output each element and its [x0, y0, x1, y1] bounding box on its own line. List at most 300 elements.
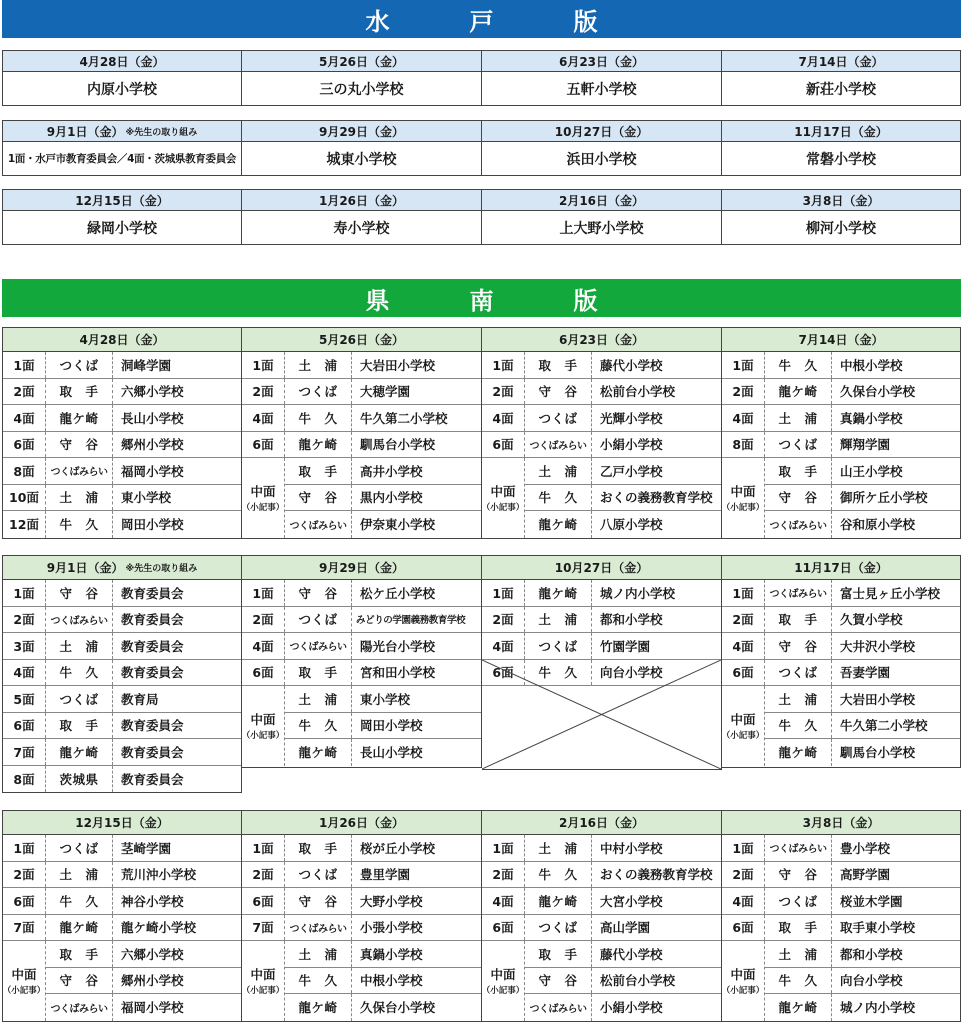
kennan-row — [482, 633, 721, 660]
middle-page-section — [3, 941, 241, 1021]
kennan-date-text: 11月17日（金） — [794, 561, 888, 575]
kennan-row — [242, 915, 481, 942]
area-name: 龍ケ崎 — [285, 739, 352, 766]
area-name: 龍ケ崎 — [285, 432, 352, 458]
area-name: 取 手 — [285, 458, 352, 484]
kennan-group — [2, 810, 961, 1022]
kennan-row — [482, 580, 721, 607]
area-name: 守 谷 — [46, 580, 113, 606]
school-name: 教育委員会 — [121, 718, 184, 734]
kennan-group — [2, 555, 961, 793]
mito-cell — [2, 189, 242, 245]
area-name: つくばみらい — [285, 511, 352, 538]
page-number: 6面 — [3, 888, 46, 914]
page-number: 7面 — [3, 739, 46, 765]
area-name: 龍ケ崎 — [765, 379, 832, 405]
page-number: 2面 — [722, 607, 765, 633]
kennan-row — [722, 607, 960, 634]
kennan-cell — [242, 327, 482, 539]
school-name: 六郷小学校 — [121, 384, 184, 400]
mito-row — [2, 120, 961, 176]
kennan-group — [2, 327, 961, 539]
mito-school: 寿小学校 — [333, 220, 390, 237]
mito-edition-title: 水 戸 版 — [365, 7, 626, 36]
school-name: 福岡小学校 — [121, 1000, 184, 1016]
page-number: 10面 — [3, 485, 46, 511]
area-name: 土 浦 — [525, 607, 592, 633]
school-name: 松ケ丘小学校 — [360, 585, 436, 601]
area-name: 取 手 — [46, 713, 113, 739]
area-name: つくばみらい — [285, 915, 352, 941]
mito-row — [2, 189, 961, 245]
kennan-row — [722, 660, 960, 687]
middle-page-label — [242, 941, 285, 1021]
middle-page-title: 中面 — [730, 712, 756, 728]
kennan-date-text: 9月29日（金） — [318, 561, 405, 575]
school-name: 光輝小学校 — [600, 410, 663, 426]
school-name: 大宮小学校 — [600, 893, 663, 909]
kennan-cell — [482, 555, 722, 770]
page-number: 2面 — [242, 862, 285, 888]
school-name: 松前台小学校 — [600, 384, 676, 400]
school-name: 教育委員会 — [121, 665, 184, 681]
kennan-row — [722, 633, 960, 660]
page-number: 7面 — [3, 915, 46, 941]
kennan-date — [722, 556, 960, 580]
school-name: 真鍋小学校 — [360, 946, 423, 962]
mito-date: 4月28日（金） — [3, 51, 241, 72]
area-name: つくばみらい — [46, 607, 113, 633]
page-number: 2面 — [722, 379, 765, 405]
page-number: 1面 — [242, 835, 285, 861]
page-number: 4面 — [722, 405, 765, 431]
middle-page-rows — [765, 941, 960, 1021]
kennan-row — [3, 835, 241, 862]
kennan-row — [3, 580, 241, 607]
school-name: 久賀小学校 — [840, 612, 903, 628]
area-name: 土 浦 — [285, 686, 352, 712]
area-name: 守 谷 — [765, 862, 832, 888]
area-name: 土 浦 — [285, 941, 352, 967]
middle-page-title: 中面 — [11, 967, 37, 983]
page-number: 6面 — [242, 888, 285, 914]
kennan-row — [525, 485, 721, 512]
kennan-date-text: 10月27日（金） — [554, 561, 649, 575]
middle-page-rows — [46, 941, 241, 1021]
area-name: 取 手 — [46, 379, 113, 405]
school-name: 輝翔学園 — [840, 437, 891, 453]
school-name: 中根小学校 — [840, 357, 903, 373]
area-name: 牛 久 — [765, 968, 832, 994]
kennan-row — [242, 352, 481, 379]
page-number: 6面 — [3, 713, 46, 739]
area-name: つくば — [46, 352, 113, 378]
school-name: 茎崎学園 — [121, 840, 172, 856]
kennan-cell — [722, 810, 961, 1022]
area-name: 守 谷 — [46, 968, 113, 994]
mito-school: 新荘小学校 — [806, 81, 876, 98]
middle-page-rows — [525, 458, 721, 538]
kennan-date — [722, 811, 960, 835]
mito-cell — [482, 120, 722, 176]
kennan-cell — [482, 810, 722, 1022]
kennan-date-text: 12月15日（金） — [75, 816, 169, 830]
kennan-row — [285, 713, 481, 740]
page-number: 1面 — [242, 352, 285, 378]
mito-date: 7月14日（金） — [722, 51, 960, 72]
kennan-date-text: 2月16日（金） — [558, 816, 645, 830]
school-name: 桜並木学園 — [840, 893, 903, 909]
page-number: 2面 — [482, 379, 525, 405]
area-name: つくばみらい — [525, 994, 592, 1021]
kennan-row — [242, 862, 481, 889]
kennan-row — [482, 862, 721, 889]
area-name: 土 浦 — [285, 352, 352, 378]
page-number: 2面 — [3, 607, 46, 633]
mito-row — [2, 50, 961, 106]
middle-page-rows — [285, 458, 481, 538]
page-number: 6面 — [722, 915, 765, 941]
kennan-row — [285, 511, 481, 538]
school-name: 神谷小学校 — [121, 893, 184, 909]
area-name: 牛 久 — [765, 713, 832, 739]
middle-page-label — [722, 686, 765, 766]
school-name: 伊奈東小学校 — [360, 517, 436, 533]
school-name: おくの義務教育学校 — [600, 867, 713, 883]
kennan-date-text: 5月26日（金） — [318, 333, 405, 347]
page-number: 4面 — [722, 633, 765, 659]
mito-date: 1月26日（金） — [242, 190, 481, 211]
area-name: 牛 久 — [46, 888, 113, 914]
mito-date: 11月17日（金） — [722, 121, 960, 142]
kennan-row — [482, 352, 721, 379]
school-name: 龍ケ崎小学校 — [121, 920, 197, 936]
school-name: 都和小学校 — [600, 612, 663, 628]
kennan-cell — [2, 555, 242, 793]
kennan-row — [482, 607, 721, 634]
kennan-row — [3, 458, 241, 485]
kennan-row — [525, 511, 721, 538]
kennan-cell — [722, 555, 961, 768]
mito-cell — [242, 189, 482, 245]
mito-cell — [242, 120, 482, 176]
kennan-row — [722, 405, 960, 432]
kennan-row — [242, 379, 481, 406]
mito-school: 浜田小学校 — [566, 151, 637, 168]
school-name: 久保台小学校 — [840, 384, 916, 400]
kennan-row — [765, 458, 960, 485]
mito-edition-banner — [2, 0, 961, 38]
page-number: 1面 — [3, 835, 46, 861]
school-name: 大岩田小学校 — [360, 357, 436, 373]
page-number: 8面 — [3, 458, 46, 484]
middle-page-label — [482, 941, 525, 1021]
middle-page-rows — [765, 686, 960, 766]
mito-school: 三の丸小学校 — [319, 81, 404, 98]
middle-page-label — [482, 458, 525, 538]
school-name: 向台小学校 — [600, 665, 663, 681]
kennan-row — [722, 862, 960, 889]
area-name: つくば — [285, 379, 352, 405]
mito-school: 1面・水戸市教育委員会／4面・茨城県教育委員会 — [7, 153, 237, 165]
kennan-date-text: 9月1日（金） — [46, 561, 124, 575]
kennan-row — [482, 405, 721, 432]
mito-date: 6月23日（金） — [482, 51, 721, 72]
kennan-row — [722, 352, 960, 379]
school-name: 竹園学園 — [600, 638, 651, 654]
middle-page-section — [722, 458, 960, 538]
kennan-date-text: 3月8日（金） — [802, 816, 880, 830]
school-name: 高山学園 — [600, 920, 651, 936]
middle-page-subtitle: （小記事） — [721, 731, 765, 742]
school-name: 福岡小学校 — [121, 463, 184, 479]
mito-date — [3, 121, 241, 142]
page-number: 6面 — [482, 432, 525, 458]
page-number: 4面 — [482, 888, 525, 914]
kennan-row — [482, 888, 721, 915]
area-name: 茨城県 — [46, 766, 113, 793]
mito-date: 5月26日（金） — [242, 51, 481, 72]
kennan-date — [722, 328, 960, 352]
area-name: 牛 久 — [525, 485, 592, 511]
area-name: 牛 久 — [46, 660, 113, 686]
page-number: 3面 — [3, 633, 46, 659]
area-name: つくばみらい — [765, 511, 832, 538]
kennan-row — [722, 432, 960, 459]
kennan-row — [285, 739, 481, 766]
area-name: 龍ケ崎 — [46, 915, 113, 941]
middle-page-section — [482, 941, 721, 1021]
area-name: 土 浦 — [46, 485, 113, 511]
mito-cell — [2, 50, 242, 106]
area-name: 龍ケ崎 — [285, 994, 352, 1021]
area-name: つくばみらい — [46, 458, 113, 484]
page-number: 1面 — [3, 352, 46, 378]
school-name: 教育委員会 — [121, 585, 184, 601]
school-name: 藤代小学校 — [600, 357, 663, 373]
school-name: 教育局 — [121, 691, 159, 707]
area-name: 土 浦 — [46, 633, 113, 659]
area-name: つくば — [46, 835, 113, 861]
area-name: 取 手 — [765, 607, 832, 633]
mito-date-note: ※先生の取り組み — [125, 127, 198, 138]
area-name: 龍ケ崎 — [525, 888, 592, 914]
school-name: 富士見ヶ丘小学校 — [840, 585, 941, 601]
mito-date: 3月8日（金） — [722, 190, 960, 211]
kennan-row — [3, 352, 241, 379]
middle-page-label — [3, 941, 46, 1021]
mito-date: 12月15日（金） — [3, 190, 241, 211]
school-name: 郷州小学校 — [121, 437, 184, 453]
page-number: 2面 — [242, 379, 285, 405]
school-name: 馴馬台小学校 — [360, 437, 436, 453]
kennan-date — [482, 811, 721, 835]
mito-date: 9月29日（金） — [242, 121, 481, 142]
kennan-row — [722, 915, 960, 942]
school-name: 小張小学校 — [360, 920, 423, 936]
area-name: 守 谷 — [765, 633, 832, 659]
school-name: 牛久第二小学校 — [360, 410, 448, 426]
area-name: 牛 久 — [285, 968, 352, 994]
kennan-row — [285, 994, 481, 1021]
page-number: 4面 — [482, 633, 525, 659]
mito-cell — [2, 120, 242, 176]
school-name: 長山小学校 — [121, 410, 184, 426]
middle-page-label — [242, 458, 285, 538]
area-name: 龍ケ崎 — [46, 739, 113, 765]
kennan-row — [3, 405, 241, 432]
area-name: 牛 久 — [525, 862, 592, 888]
area-name: 守 谷 — [525, 968, 592, 994]
school-name: 中根小学校 — [360, 973, 423, 989]
school-name: 宮和田小学校 — [360, 665, 436, 681]
kennan-row — [3, 511, 241, 538]
middle-page-section — [242, 686, 481, 766]
school-name: 高野学園 — [840, 867, 891, 883]
kennan-row — [722, 835, 960, 862]
page-number: 6面 — [482, 660, 525, 686]
area-name: 守 谷 — [525, 379, 592, 405]
area-name: 土 浦 — [765, 941, 832, 967]
area-name: 守 谷 — [285, 888, 352, 914]
kennan-row — [3, 915, 241, 942]
kennan-row — [242, 888, 481, 915]
middle-page-section — [482, 458, 721, 538]
mito-school: 上大野小学校 — [559, 220, 644, 237]
page-number: 12面 — [3, 511, 46, 538]
middle-page-label — [722, 458, 765, 538]
area-name: つくば — [765, 432, 832, 458]
kennan-row — [3, 862, 241, 889]
kennan-row — [722, 379, 960, 406]
school-name: 城ノ内小学校 — [600, 585, 676, 601]
area-name: 牛 久 — [765, 352, 832, 378]
kennan-date — [3, 328, 241, 352]
school-name: 東小学校 — [121, 490, 172, 506]
area-name: つくばみらい — [285, 633, 352, 659]
middle-page-rows — [525, 941, 721, 1021]
school-name: 取手東小学校 — [840, 920, 916, 936]
school-name: 六郷小学校 — [121, 946, 184, 962]
kennan-row — [482, 835, 721, 862]
mito-school: 城東小学校 — [326, 151, 397, 168]
school-name: 陽光台小学校 — [360, 638, 436, 654]
kennan-date — [482, 328, 721, 352]
school-name: 藤代小学校 — [600, 946, 663, 962]
area-name: つくば — [525, 405, 592, 431]
mito-date-text: 9月1日（金） — [46, 124, 124, 139]
page-number: 6面 — [3, 432, 46, 458]
area-name: 取 手 — [765, 915, 832, 941]
area-name: 守 谷 — [46, 432, 113, 458]
middle-page-title: 中面 — [250, 712, 276, 728]
area-name: 牛 久 — [285, 405, 352, 431]
area-name: 取 手 — [285, 835, 352, 861]
middle-page-subtitle: （小記事） — [481, 986, 525, 997]
middle-page-section — [722, 941, 960, 1021]
kennan-row — [242, 660, 481, 687]
kennan-row — [3, 485, 241, 512]
middle-page-label — [242, 686, 285, 766]
mito-school: 柳河小学校 — [806, 220, 876, 237]
area-name: つくばみらい — [765, 835, 832, 861]
school-name: 桜が丘小学校 — [360, 840, 436, 856]
area-name: つくばみらい — [525, 432, 592, 458]
kennan-date — [242, 328, 481, 352]
school-name: 御所ケ丘小学校 — [840, 490, 928, 506]
school-name: 黒内小学校 — [360, 490, 423, 506]
middle-page-title: 中面 — [250, 967, 276, 983]
kennan-date-text: 1月26日（金） — [318, 816, 405, 830]
middle-page-title: 中面 — [490, 967, 516, 983]
mito-cell — [242, 50, 482, 106]
kennan-row — [3, 739, 241, 766]
school-name: 吾妻学園 — [840, 665, 891, 681]
kennan-row — [3, 379, 241, 406]
school-name: おくの義務教育学校 — [600, 490, 713, 506]
page-number: 6面 — [722, 660, 765, 686]
middle-page-rows — [765, 458, 960, 538]
area-name: 取 手 — [765, 458, 832, 484]
middle-page-section — [722, 686, 960, 766]
empty-cross-box — [482, 660, 721, 769]
kennan-row — [3, 607, 241, 634]
middle-page-section — [242, 458, 481, 538]
page-number: 4面 — [3, 660, 46, 686]
kennan-row — [482, 432, 721, 459]
middle-page-label — [722, 941, 765, 1021]
kennan-edition-title: 県 南 版 — [365, 286, 626, 315]
kennan-row — [242, 580, 481, 607]
kennan-cell — [2, 810, 242, 1022]
middle-page-rows — [285, 686, 481, 766]
kennan-date — [482, 556, 721, 580]
school-name: 大穂学園 — [360, 384, 411, 400]
kennan-row — [3, 713, 241, 740]
mito-school: 常磐小学校 — [806, 151, 876, 168]
area-name: 牛 久 — [525, 660, 592, 686]
area-name: 土 浦 — [765, 405, 832, 431]
school-name: 久保台小学校 — [360, 1000, 436, 1016]
kennan-row — [765, 968, 960, 995]
page-number: 4面 — [482, 405, 525, 431]
area-name: 土 浦 — [46, 862, 113, 888]
kennan-row — [482, 379, 721, 406]
page-number: 4面 — [722, 888, 765, 914]
kennan-row — [722, 888, 960, 915]
kennan-row — [765, 713, 960, 740]
kennan-row — [242, 432, 481, 459]
page-number: 1面 — [242, 580, 285, 606]
page-number: 2面 — [3, 379, 46, 405]
kennan-row — [765, 941, 960, 968]
middle-page-title: 中面 — [490, 484, 516, 500]
page-number: 7面 — [242, 915, 285, 941]
middle-page-subtitle: （小記事） — [721, 986, 765, 997]
kennan-row — [482, 915, 721, 942]
middle-page-title: 中面 — [250, 484, 276, 500]
page-number: 4面 — [242, 633, 285, 659]
mito-date: 2月16日（金） — [482, 190, 721, 211]
area-name: 龍ケ崎 — [525, 511, 592, 538]
school-name: 牛久第二小学校 — [840, 718, 928, 734]
school-name: 乙戸小学校 — [600, 463, 663, 479]
page-number: 4面 — [242, 405, 285, 431]
school-name: 小絹小学校 — [600, 437, 663, 453]
kennan-row — [525, 458, 721, 485]
area-name: 守 谷 — [285, 580, 352, 606]
kennan-edition-banner — [2, 279, 961, 317]
